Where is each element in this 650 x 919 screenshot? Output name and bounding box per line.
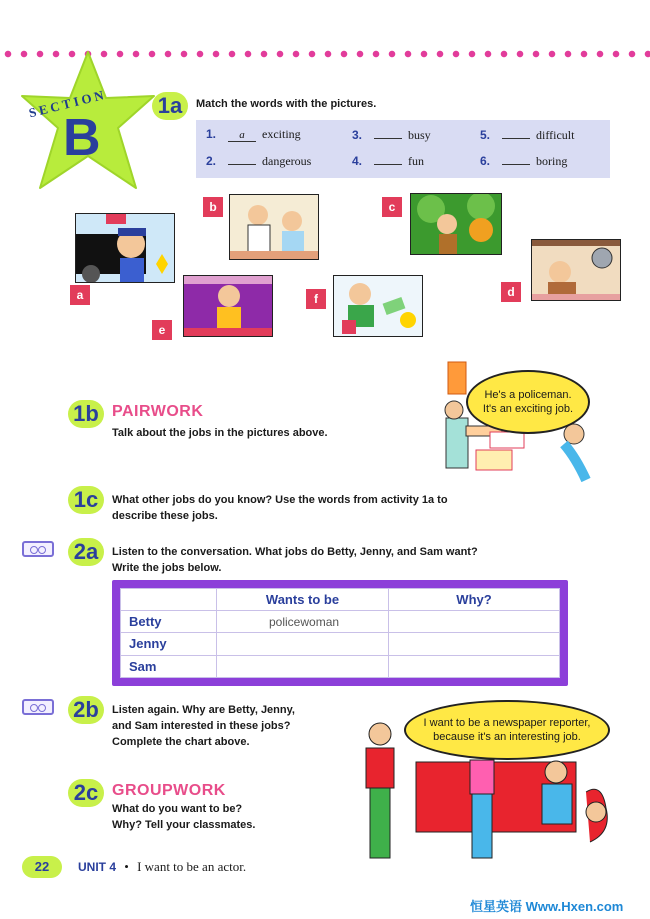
bubble-line: I want to be a newspaper reporter, bbox=[423, 717, 591, 729]
picture-tag-e: e bbox=[152, 320, 172, 340]
activity-2c-line1: What do you want to be? bbox=[112, 803, 243, 815]
word-label: exciting bbox=[262, 127, 301, 141]
bubble-line: because it's an interesting job. bbox=[433, 731, 581, 743]
bubble-line: It's an exciting job. bbox=[482, 403, 574, 415]
why-cell[interactable] bbox=[389, 655, 560, 677]
wants-cell[interactable] bbox=[217, 655, 389, 677]
groupwork-heading: GROUPWORK bbox=[112, 782, 226, 799]
footer-title bbox=[78, 859, 246, 875]
word-number: 1. bbox=[206, 127, 217, 141]
word-number: 5. bbox=[480, 128, 491, 142]
picture-jungle bbox=[410, 193, 502, 255]
wants-cell[interactable] bbox=[217, 633, 389, 655]
table-header-row bbox=[121, 589, 560, 611]
word-label: fun bbox=[408, 154, 424, 168]
speech-bubble-2b bbox=[404, 700, 610, 760]
activity-1b-instruction: Talk about the jobs in the pictures above. bbox=[112, 427, 328, 439]
activity-1c-line2: describe these jobs. bbox=[112, 510, 218, 522]
why-cell[interactable] bbox=[389, 611, 560, 633]
picture-tag-c: c bbox=[382, 197, 402, 217]
table-row bbox=[121, 611, 560, 633]
jobs-chart bbox=[120, 588, 560, 678]
word-item-2 bbox=[206, 153, 311, 169]
picture-guard bbox=[531, 239, 621, 301]
activity-2b-line2: and Sam interested in these jobs? bbox=[112, 720, 291, 732]
activity-2a-line2: Write the jobs below. bbox=[112, 562, 222, 574]
section-letter: B bbox=[63, 109, 101, 167]
picture-tag-a: a bbox=[70, 285, 90, 305]
jobs-table bbox=[120, 588, 560, 678]
word-item-6 bbox=[480, 153, 567, 169]
table-header-why: Why? bbox=[389, 589, 560, 611]
page-number: 22 bbox=[22, 856, 62, 878]
answer-blank[interactable] bbox=[374, 153, 402, 165]
picture-busy-worker bbox=[333, 275, 423, 337]
activity-1c-line1: What other jobs do you know? Use the words from activity 1a to bbox=[112, 494, 448, 506]
answer-blank[interactable]: a bbox=[228, 130, 256, 142]
activity-2c-line2: Why? Tell your classmates. bbox=[112, 819, 256, 831]
row-name: Betty bbox=[121, 611, 217, 633]
pairwork-heading: PAIRWORK bbox=[112, 403, 204, 420]
section-word: SECTION bbox=[27, 86, 109, 121]
picture-tag-f: f bbox=[306, 289, 326, 309]
word-label: busy bbox=[408, 128, 431, 142]
word-number: 2. bbox=[206, 154, 217, 168]
answer-blank[interactable] bbox=[502, 127, 530, 139]
unit-label: UNIT 4 bbox=[78, 860, 117, 874]
watermark: 恒星英语 Www.Hxen.com bbox=[470, 899, 624, 914]
word-item-1 bbox=[206, 127, 301, 142]
wants-cell[interactable]: policewoman bbox=[217, 611, 389, 633]
answer-blank[interactable] bbox=[502, 153, 530, 165]
word-label: boring bbox=[536, 154, 568, 168]
activity-1a-badge: 1a bbox=[152, 92, 188, 120]
activity-2a-line1: Listen to the conversation. What jobs do Betty, Jenny, and Sam want? bbox=[112, 546, 478, 558]
footer-bullet: • bbox=[124, 859, 129, 874]
word-number: 3. bbox=[352, 128, 363, 142]
table-row bbox=[121, 633, 560, 655]
cassette-tape-icon bbox=[22, 541, 54, 557]
row-name: Jenny bbox=[121, 633, 217, 655]
activity-2b-badge: 2b bbox=[68, 696, 104, 724]
picture-tag-d: d bbox=[501, 282, 521, 302]
word-number: 4. bbox=[352, 154, 363, 168]
word-item-5 bbox=[480, 127, 574, 143]
word-label: dangerous bbox=[262, 154, 312, 168]
table-header-blank bbox=[121, 589, 217, 611]
activity-2c-badge: 2c bbox=[68, 779, 104, 807]
picture-tag-b: b bbox=[203, 197, 223, 217]
table-row bbox=[121, 655, 560, 677]
bubble-line: He's a policeman. bbox=[484, 389, 572, 401]
answer-blank[interactable] bbox=[228, 153, 256, 165]
activity-1a-instruction: Match the words with the pictures. bbox=[196, 98, 377, 110]
row-name: Sam bbox=[121, 655, 217, 677]
speech-bubble-1b bbox=[466, 370, 590, 434]
word-item-4 bbox=[352, 153, 424, 169]
activity-2b-line1: Listen again. Why are Betty, Jenny, bbox=[112, 704, 295, 716]
table-header-wants: Wants to be bbox=[217, 589, 389, 611]
picture-actor bbox=[183, 275, 273, 337]
unit-title: I want to be an actor. bbox=[137, 859, 247, 874]
activity-2a-badge: 2a bbox=[68, 538, 104, 566]
picture-doctor bbox=[229, 194, 319, 260]
cassette-tape-icon bbox=[22, 699, 54, 715]
picture-policeman bbox=[75, 213, 175, 283]
word-number: 6. bbox=[480, 154, 491, 168]
word-item-3 bbox=[352, 127, 431, 143]
answer-blank[interactable] bbox=[374, 127, 402, 139]
why-cell[interactable] bbox=[389, 633, 560, 655]
word-label: difficult bbox=[536, 128, 575, 142]
activity-1c-badge: 1c bbox=[68, 486, 104, 514]
activity-1b-badge: 1b bbox=[68, 400, 104, 428]
activity-2b-line3: Complete the chart above. bbox=[112, 736, 250, 748]
